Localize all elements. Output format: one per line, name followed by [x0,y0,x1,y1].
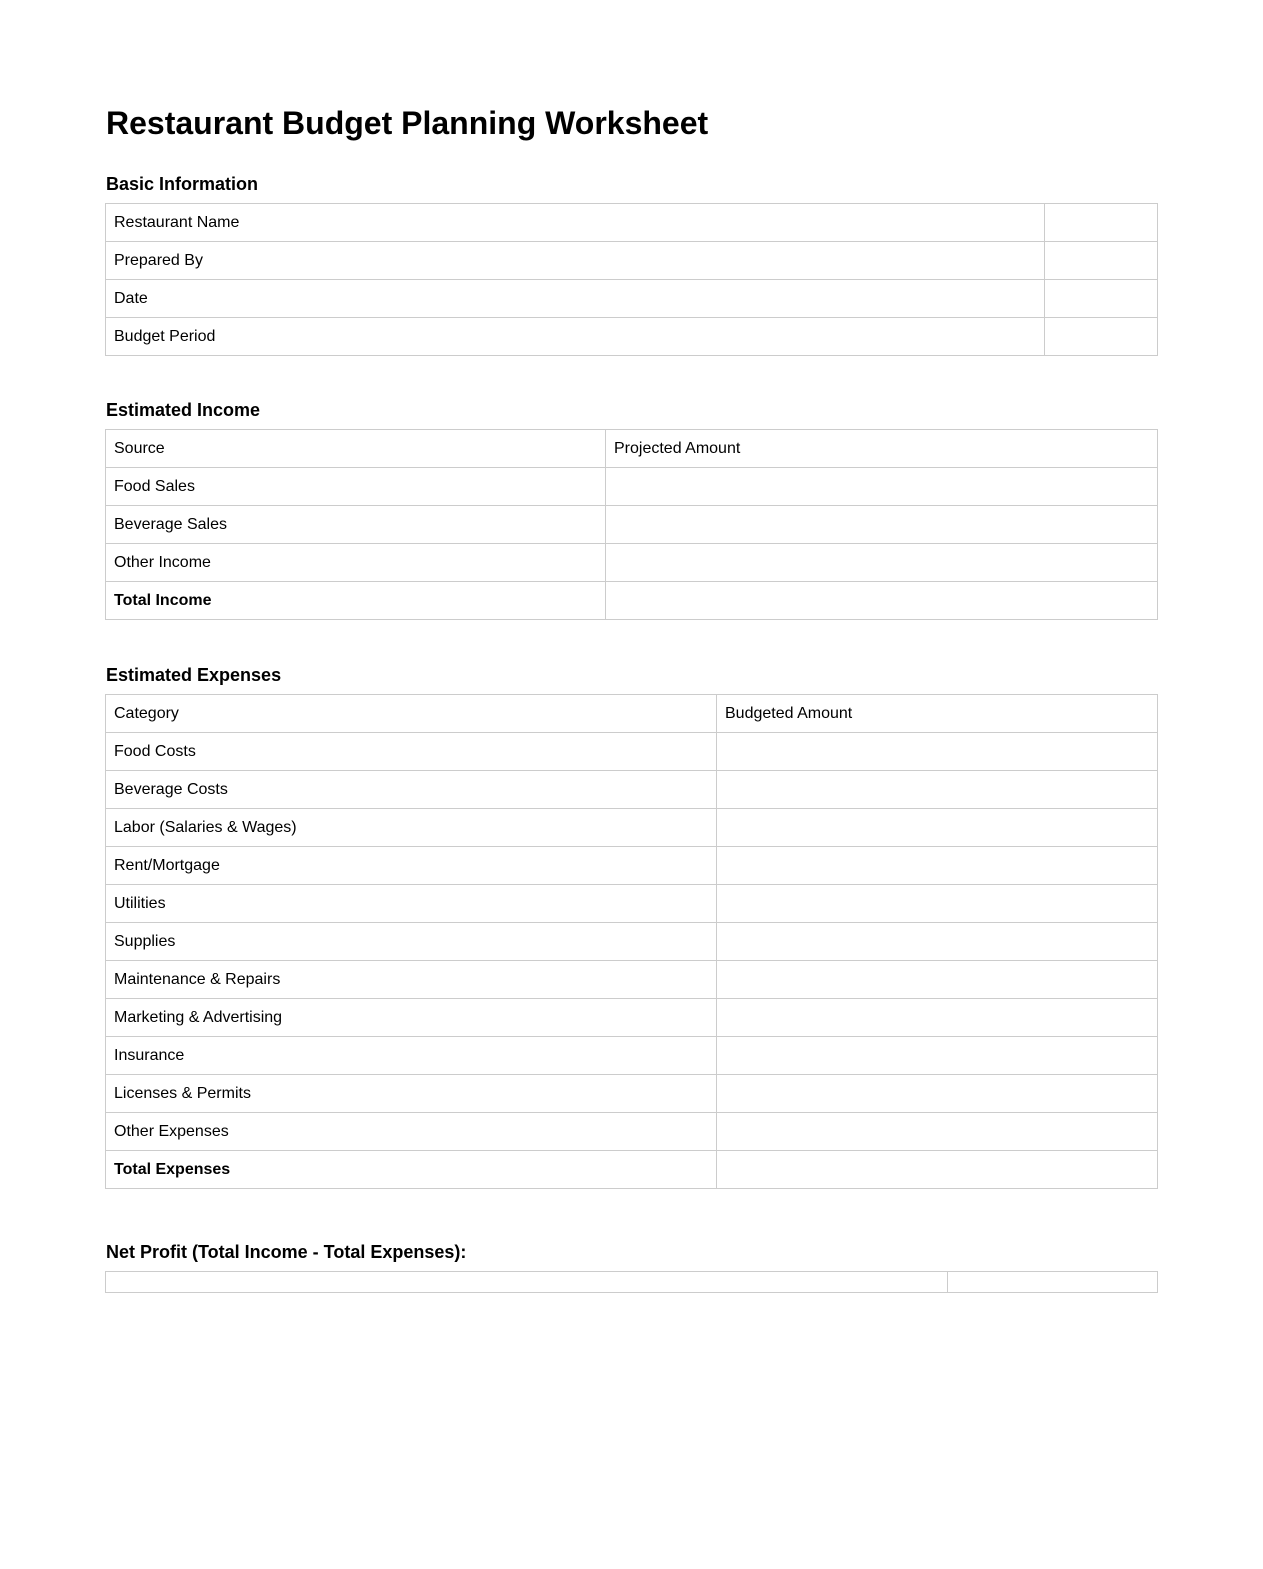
maintenance-repairs-label: Maintenance & Repairs [106,961,717,999]
table-total-row [106,582,1158,620]
table-row [106,923,1158,961]
food-sales-amount-field[interactable] [606,468,1158,506]
total-expenses-label: Total Expenses [106,1151,717,1189]
food-costs-label: Food Costs [106,733,717,771]
net-profit-field[interactable] [948,1272,1158,1293]
prepared-by-label: Prepared By [106,242,1045,280]
total-income-amount-field[interactable] [606,582,1158,620]
table-row [106,242,1158,280]
table-header-row [106,430,1158,468]
budgeted-amount-column-header: Budgeted Amount [717,695,1158,733]
other-expenses-label: Other Expenses [106,1113,717,1151]
marketing-advertising-label: Marketing & Advertising [106,999,717,1037]
basic-info-heading: Basic Information [106,174,259,194]
beverage-sales-amount-field[interactable] [606,506,1158,544]
budget-period-field[interactable] [1045,318,1158,356]
table-row [106,204,1158,242]
supplies-amount-field[interactable] [717,923,1158,961]
net-profit-label-cell [106,1272,948,1293]
other-income-amount-field[interactable] [606,544,1158,582]
licenses-permits-label: Licenses & Permits [106,1075,717,1113]
table-row [106,771,1158,809]
table-row [106,961,1158,999]
income-heading: Estimated Income [106,400,261,420]
expenses-table [105,694,1158,1189]
net-profit-heading: Net Profit (Total Income - Total Expenses): [106,1242,467,1262]
budget-period-label: Budget Period [106,318,1045,356]
insurance-label: Insurance [106,1037,717,1075]
restaurant-name-field[interactable] [1045,204,1158,242]
licenses-permits-amount-field[interactable] [717,1075,1158,1113]
table-row [106,999,1158,1037]
beverage-costs-amount-field[interactable] [717,771,1158,809]
basic-info-table [105,203,1158,356]
table-row [106,733,1158,771]
category-column-header: Category [106,695,717,733]
table-row [106,1113,1158,1151]
net-profit-table [105,1271,1158,1293]
prepared-by-field[interactable] [1045,242,1158,280]
labor-label: Labor (Salaries & Wages) [106,809,717,847]
expenses-heading: Estimated Expenses [106,665,282,685]
restaurant-name-label: Restaurant Name [106,204,1045,242]
marketing-advertising-amount-field[interactable] [717,999,1158,1037]
rent-mortgage-amount-field[interactable] [717,847,1158,885]
other-income-label: Other Income [106,544,606,582]
utilities-label: Utilities [106,885,717,923]
supplies-label: Supplies [106,923,717,961]
table-row [106,318,1158,356]
labor-amount-field[interactable] [717,809,1158,847]
beverage-sales-label: Beverage Sales [106,506,606,544]
date-field[interactable] [1045,280,1158,318]
table-row [106,1037,1158,1075]
income-table [105,429,1158,620]
maintenance-repairs-amount-field[interactable] [717,961,1158,999]
food-costs-amount-field[interactable] [717,733,1158,771]
table-row [106,468,1158,506]
page-title: Restaurant Budget Planning Worksheet [106,105,709,141]
beverage-costs-label: Beverage Costs [106,771,717,809]
table-row [106,847,1158,885]
table-header-row [106,695,1158,733]
total-expenses-amount-field[interactable] [717,1151,1158,1189]
food-sales-label: Food Sales [106,468,606,506]
table-row [106,506,1158,544]
table-total-row [106,1151,1158,1189]
table-row [106,1272,1158,1293]
source-column-header: Source [106,430,606,468]
table-row [106,544,1158,582]
other-expenses-amount-field[interactable] [717,1113,1158,1151]
rent-mortgage-label: Rent/Mortgage [106,847,717,885]
insurance-amount-field[interactable] [717,1037,1158,1075]
utilities-amount-field[interactable] [717,885,1158,923]
total-income-label: Total Income [106,582,606,620]
projected-amount-column-header: Projected Amount [606,430,1158,468]
table-row [106,809,1158,847]
table-row [106,280,1158,318]
date-label: Date [106,280,1045,318]
table-row [106,885,1158,923]
table-row [106,1075,1158,1113]
